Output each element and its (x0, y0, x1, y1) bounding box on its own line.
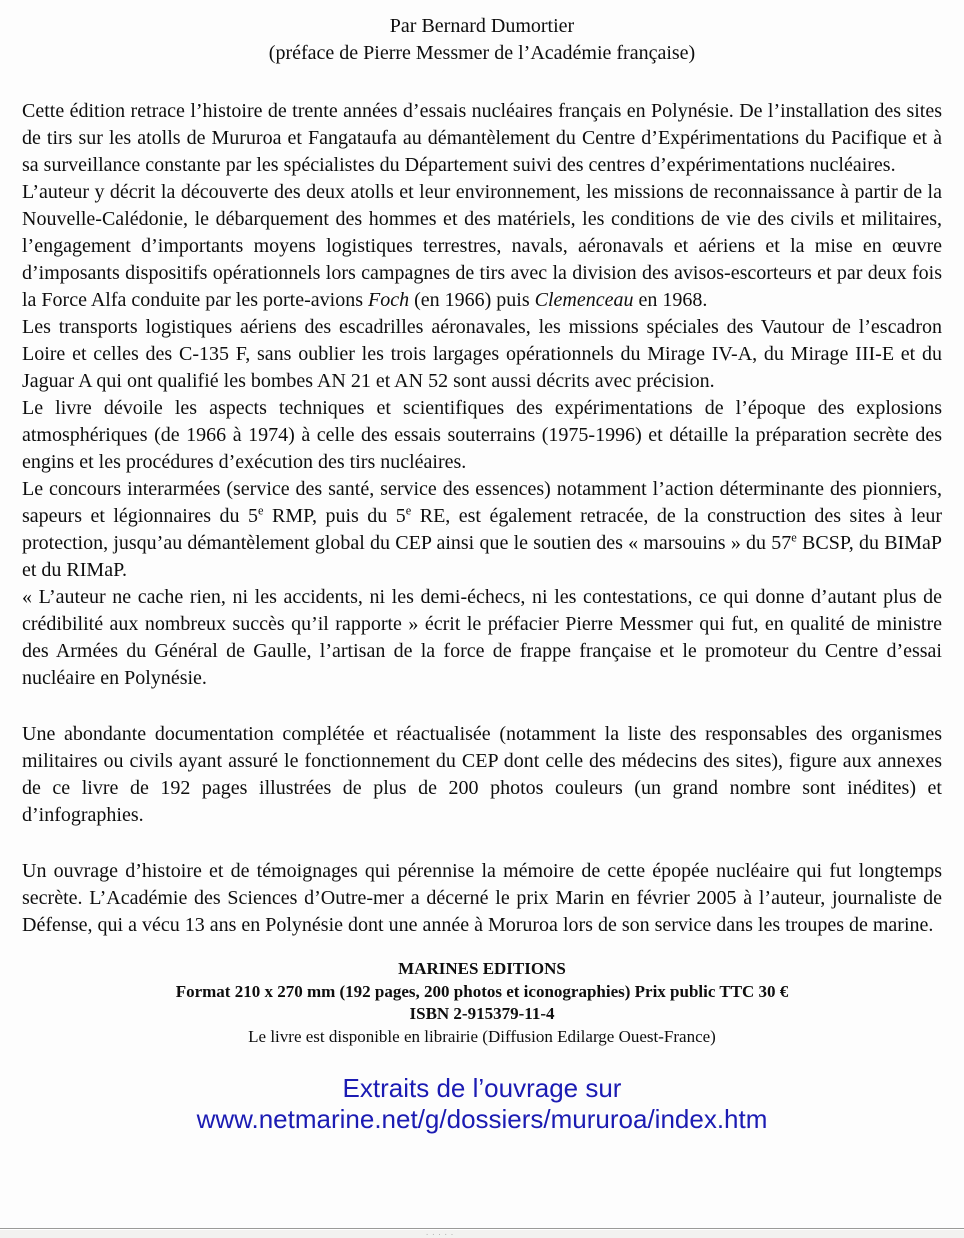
byline: Par Bernard Dumortier (389, 15, 575, 37)
link-block (22, 1073, 942, 1135)
extracts-link-intro[interactable]: Extraits de l’ouvrage sur (342, 1073, 622, 1103)
extracts-link-url[interactable]: www.netmarine.net/g/dossiers/mururoa/index.htm (196, 1104, 768, 1134)
paragraph: « L’auteur ne cache rien, ni les accidents, ni les demi-échecs, ni les contestations, ce qui donne d’autant plus de crédibilité aux nombreux succès qu’il rapporte » écrit le préfacier Pierre Messmer qui fut, en qualité de ministre des Armées du Général de Gaulle, l’artisan de la force de frappe française et le promoteur du Centre d’essai nucléaire en Polynésie. (22, 586, 942, 689)
paragraph: Le concours interarmées (service des santé, service des essences) notamment l’action déterminante des pionniers, sapeurs et légionnaires du 5e RMP, puis du 5e RE, est également retracée, de la construction des sites à leur protection, jusqu’au démantèlement global du CEP ainsi que le soutien des « marsouins » du 57e BCSP, du BIMaP et du RIMaP. (22, 478, 942, 581)
paragraph: Une abondante documentation complétée et réactualisée (notamment la liste des responsables des organismes militaires ou civils ayant assuré le fonctionnement du CEP dont celle des médecins des sites), figure aux annexes de ce livre de 192 pages illustrées de plus de 200 photos couleurs (un grand nombre sont inédites) et d’infographies. (22, 723, 942, 826)
frame-divider[interactable] (0, 1228, 964, 1238)
divider-grip-icon: ..... (425, 1229, 457, 1237)
publisher-isbn-line: ISBN 2-915379-11-4 (409, 1004, 555, 1023)
publisher-name: MARINES EDITIONS (398, 959, 566, 978)
paragraph: Cette édition retrace l’histoire de trente années d’essais nucléaires français en Polynésie. De l’installation des sites de tirs sur les atolls de Mururoa et Fangataufa au démantèlement du Centre d’Expérimentations du Pacifique et à sa surveillance constante par les spécialistes du Département suivi des centres d’expérimentations nucléaires. (22, 100, 942, 176)
publisher-availability-line: Le livre est disponible en librairie (Diffusion Edilarge Ouest-France) (248, 1026, 716, 1046)
article-body (22, 98, 942, 939)
preface-credit: (préface de Pierre Messmer de l’Académie française) (268, 42, 696, 64)
paragraph: Un ouvrage d’histoire et de témoignages qui pérennise la mémoire de cette épopée nucléaire qui fut longtemps secrète. L’Académie des Sciences d’Outre-mer a décerné le prix Marin en février 2005 à l’auteur, journaliste de Défense, qui a vécu 13 ans en Polynésie dont une année à Moruroa lors de son service dans les troupes de marine. (22, 860, 942, 936)
publisher-format-line: Format 210 x 270 mm (192 pages, 200 photos et iconographies) Prix public TTC 30 € (175, 981, 789, 1001)
publisher-block (22, 958, 942, 1048)
paragraph: Les transports logistiques aériens des escadrilles aéronavales, les missions spéciales des Vautour de l’escadron Loire et celles des C-135 F, sans oublier les trois largages opérationnels du Mirage IV-A, du Mirage III-E et du Jaguar A qui ont qualifié les bombes AN 21 et AN 52 sont aussi décrits avec précision. (22, 316, 942, 392)
document-header (22, 13, 942, 67)
paragraph: L’auteur y décrit la découverte des deux atolls et leur environnement, les missions de reconnaissance à partir de la Nouvelle-Calédonie, le débarquement des hommes et des matériels, les conditions de vie des civils et militaires, l’engagement d’importants moyens logistiques terrestres, navals, aéronavals et aériens et la mise en œuvre d’imposants dispositifs opérationnels lors campagnes de tirs avec la division des avisos-escorteurs et par deux fois la Force Alfa conduite par les porte-avions Foch (en 1966) puis Clemenceau en 1968. (22, 181, 942, 311)
paragraph: Le livre dévoile les aspects techniques et scientifiques des expérimentations de l’époque des explosions atmosphériques (de 1966 à 1974) à celle des essais souterrains (1975-1996) et détaille la préparation secrète des engins et les procédures d’exécution des tirs nucléaires. (22, 397, 942, 473)
